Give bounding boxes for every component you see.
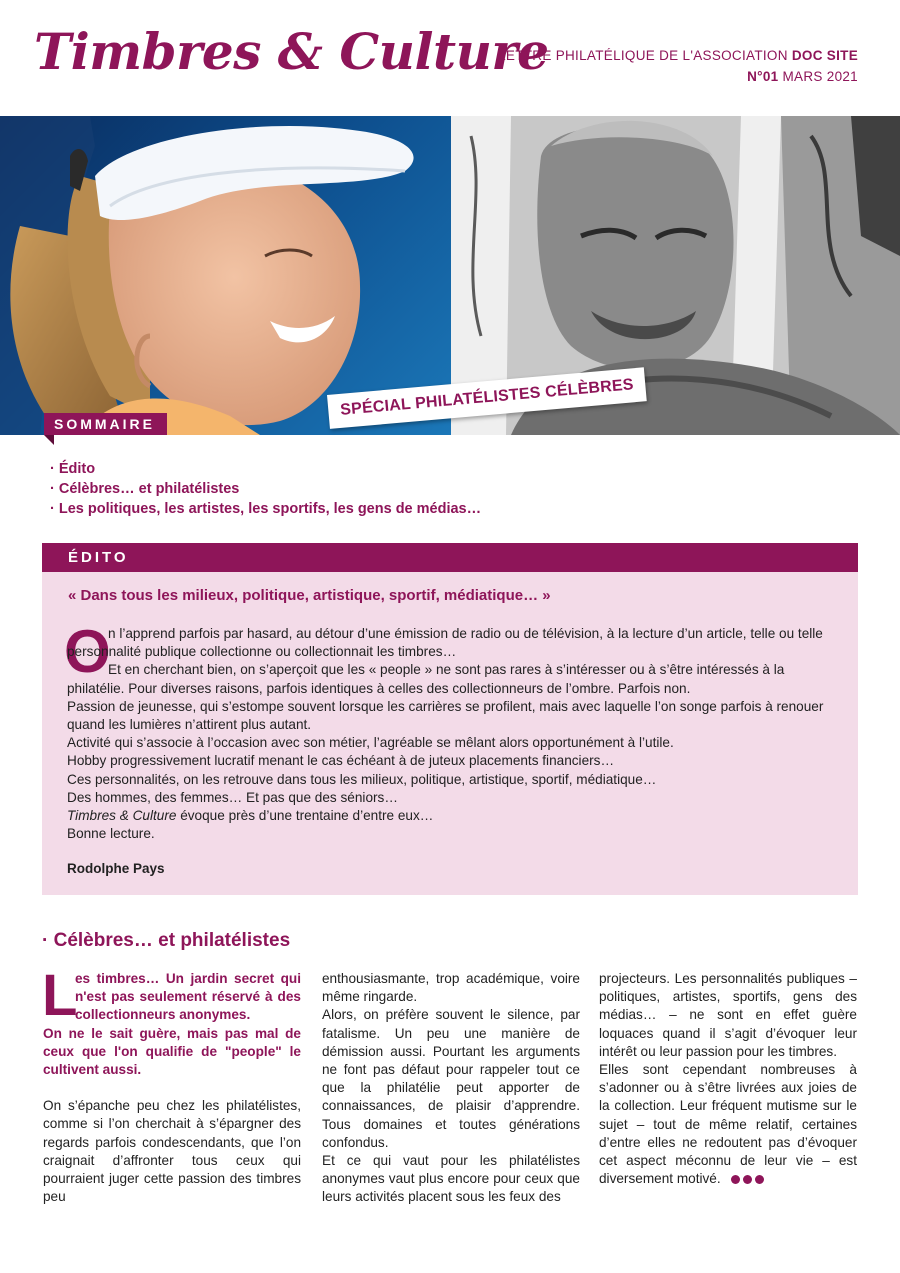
article-paragraph: On s’épanche peu chez les philatélistes, comme si l’on cherchait à s’épargner des regards parfois condescendants, que l’on craignait d’affronter tous ceux qui pourraient juger cette passion des timbres peu bbox=[43, 1098, 301, 1205]
newsletter-logo: Timbres & Culture bbox=[34, 22, 549, 81]
edito-paragraph: Des hommes, des femmes… Et pas que des séniors… bbox=[67, 789, 398, 805]
article-column-1 bbox=[43, 970, 301, 1206]
article-column-3 bbox=[599, 970, 857, 1189]
article-paragraph: projecteurs. Les personnalités publiques – politiques, artistes, sportifs, gens des médias… – ne sont en effet guère loquaces quand il s’agit d’évoquer leur intérêt ou leur passion pour les timbres. bbox=[599, 971, 857, 1059]
edito-paragraph: n l’apprend parfois par hasard, au détour d’une émission de radio ou de télévision, à la lecture d’un article, telle ou telle personnalité publique collectionne ou collectionnait les timbres… bbox=[67, 626, 823, 660]
article-lead: On ne le sait guère, mais pas mal de ceux que l'on qualifie de "people" le cultivent aussi. bbox=[43, 1025, 301, 1078]
edito-header bbox=[42, 543, 858, 572]
edito-paragraph: Et en cherchant bien, on s’aperçoit que les « people » ne sont pas rares à s’intéresser ou à s’être intéressés à la philatélie. Pour diverses raisons, parfois identiques à celles des collectionneurs de l’ombre. Parfois non. bbox=[67, 662, 785, 696]
article-paragraph bbox=[599, 1061, 857, 1189]
edito-body bbox=[67, 625, 837, 843]
edito-paragraph: Ces personnalités, on les retrouve dans tous les milieux, politique, artistique, sportif, médiatique… bbox=[67, 771, 657, 787]
edito-dropcap: O bbox=[64, 618, 111, 685]
toc-item-edito[interactable]: · Édito bbox=[50, 461, 96, 477]
article-lead: es timbres… Un jardin secret qui n'est pas seulement réservé à des collectionneurs anonymes. bbox=[75, 971, 301, 1023]
table-of-contents bbox=[50, 459, 481, 519]
toc-item-politiques[interactable]: · Les politiques, les artistes, les sportifs, les gens de médias… bbox=[50, 501, 482, 517]
special-issue-banner: SPÉCIAL PHILATÉLISTES CÉLÈBRES bbox=[327, 367, 647, 429]
article-column-2 bbox=[322, 970, 580, 1207]
edito-paragraph-rest: évoque près d’une trentaine d’entre eux… bbox=[176, 808, 434, 824]
article-paragraph: Alors, on préfère souvent le silence, par fatalisme. Un peu une manière de démission aussi. Pourtant les arguments ne font pas défaut pour rappeler tout ce que la philatélie peut apporter de connaissances, de plaisir d’apprendre. Tous domaines et toutes générations confondus. bbox=[322, 1007, 580, 1150]
article-paragraph: Et ce qui vaut pour les philatélistes anonymes vaut plus encore pour ceux que leurs activités placent sous les feux des bbox=[322, 1153, 580, 1205]
continued-dots-icon bbox=[731, 1171, 767, 1189]
issue-info bbox=[747, 69, 858, 84]
edito-label: ÉDITO bbox=[68, 549, 129, 566]
edito-paragraph: Hobby progressivement lucratif menant le cas échéant à de juteux placements financiers… bbox=[67, 753, 615, 769]
edito-signature: Rodolphe Pays bbox=[67, 861, 165, 876]
issue-number: N°01 bbox=[747, 69, 779, 84]
publication-name: Timbres & Culture bbox=[67, 808, 177, 824]
edito-quote: « Dans tous les milieux, politique, artistique, sportif, médiatique… » bbox=[68, 587, 551, 604]
edito-paragraph: Passion de jeunesse, qui s’estompe souvent lorsque les carrières se profilent, mais avec laquelle l’on songe parfois à renouer quand les lumières n’attirent plus autant. bbox=[67, 698, 824, 733]
article-paragraph-text: Elles sont cependant nombreuses à s’adonner ou à s’être livrées aux joies de la collection. Leur fréquent mutisme sur le sujet – tout de même relatif, certaines d’entre elles ne redoutent pas d’évoquer cet aspect méconnu de leur vie – est diversement motivé. bbox=[599, 1062, 857, 1187]
sommaire-label: SOMMAIRE bbox=[44, 413, 167, 435]
edito-paragraph bbox=[67, 807, 837, 825]
article-dropcap: L bbox=[42, 963, 78, 1028]
issue-date: MARS 2021 bbox=[778, 69, 858, 84]
toc-item-celebres[interactable]: · Célèbres… et philatélistes bbox=[50, 481, 240, 497]
cover-photo-tennis-player bbox=[0, 116, 451, 435]
article-title: · Célèbres… et philatélistes bbox=[42, 930, 291, 951]
tagline-text: LETTRE PHILATÉLIQUE DE L'ASSOCIATION bbox=[498, 48, 792, 63]
edito-paragraph: Bonne lecture. bbox=[67, 826, 155, 842]
tagline-brand: DOC SITE bbox=[791, 48, 858, 63]
sommaire-tab-fold bbox=[44, 435, 54, 445]
article-paragraph: enthousiasmante, trop académique, voire même ringarde. bbox=[322, 971, 580, 1005]
tennis-player-illustration bbox=[0, 116, 451, 435]
edito-paragraph: Activité qui s’associe à l’occasion avec son métier, l’agréable se mêlant alors opportunément à l’utile. bbox=[67, 735, 674, 751]
newsletter-tagline bbox=[498, 48, 858, 63]
